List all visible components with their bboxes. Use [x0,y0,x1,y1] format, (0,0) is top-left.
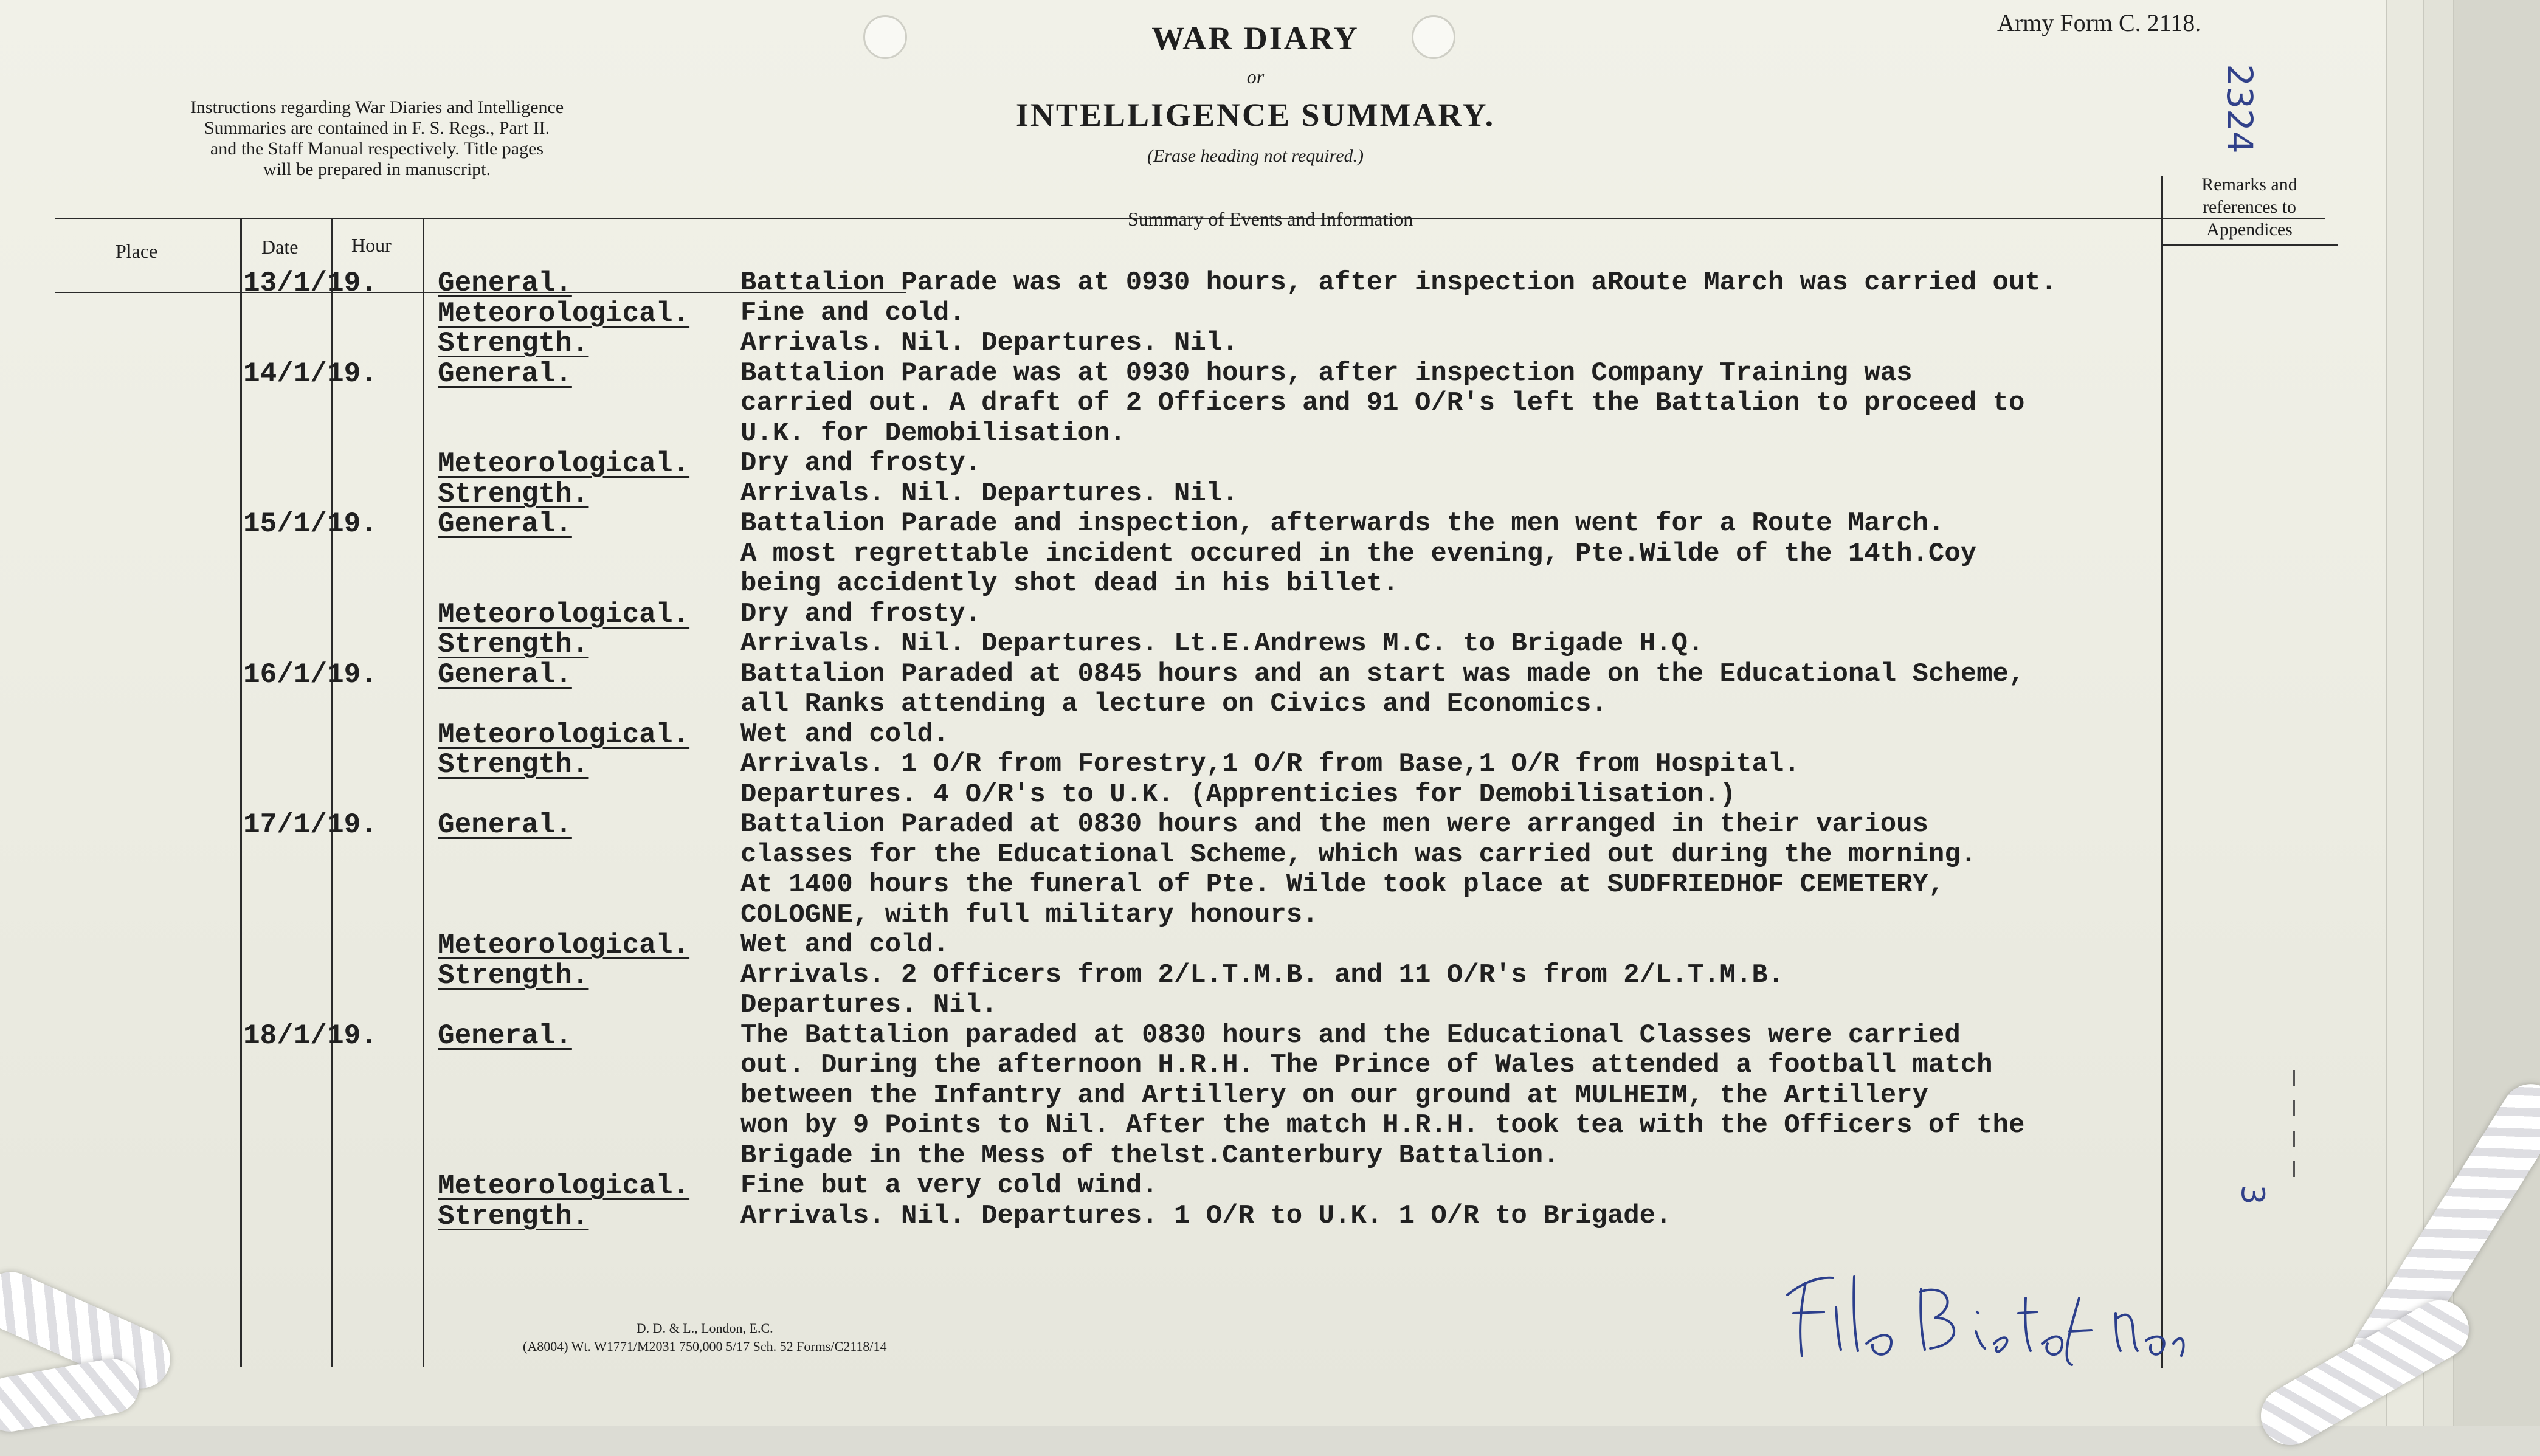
col-rule-remarks [2161,176,2163,1368]
entry-text: Departures. Nil. [740,990,998,1020]
margin-number: 3 [2234,1184,2271,1205]
entry-subject: Meteorological. [438,448,690,480]
entry-date: 17/1/19. [243,809,378,841]
margin-tick [2293,1161,2295,1177]
entry-subject: Strength. [438,960,589,992]
entry-text: At 1400 hours the funeral of Pte. Wilde took place at SUDFRIEDHOF CEMETERY, [740,869,1945,900]
entry-text: between the Infantry and Artillery on our ground at MULHEIM, the Artillery [740,1080,1928,1111]
entry-text: Departures. 4 O/R's to U.K. (Apprenticies for Demobilisation.) [740,779,1736,810]
imprint-line: D. D. & L., London, E.C. [636,1320,773,1336]
entry-text: Battalion Paraded at 0845 hours and an start was made on the Educational Scheme, [740,659,2025,689]
entry-subject: General. [438,508,572,540]
entry-date: 18/1/19. [243,1020,378,1052]
column-header-place: Place [116,240,158,262]
margin-tick [2293,1100,2295,1116]
entry-text: Fine and cold. [740,298,965,328]
entry-text: won by 9 Points to Nil. After the match H.R.H. took tea with the Officers of the [740,1110,2025,1140]
army-form-number: Army Form C. 2118. [1997,9,2201,36]
entry-text: Dry and frosty. [740,448,982,478]
margin-tick [2293,1070,2295,1086]
entry-subject: Strength. [438,328,589,359]
entry-text: Dry and frosty. [740,599,982,629]
entry-subject: Strength. [438,478,589,510]
entry-date: 15/1/19. [243,508,378,540]
entry-text: A most regrettable incident occured in the evening, Pte.Wilde of the 14th.Coy [740,539,1977,569]
erase-note: (Erase heading not required.) [1147,146,1364,166]
entry-text: Arrivals. Nil. Departures. Lt.E.Andrews M.C. to Brigade H.Q. [740,629,1704,659]
instructions-block [109,97,644,180]
entry-subject: Meteorological. [438,599,690,630]
entry-date: 14/1/19. [243,358,378,390]
form-title: WAR DIARY [1151,20,1359,57]
form-subtitle: INTELLIGENCE SUMMARY. [1015,97,1496,133]
entry-subject: Meteorological. [438,930,690,961]
instructions-line: will be prepared in manuscript. [263,159,491,179]
entry-subject: General. [438,1020,572,1052]
entry-text: The Battalion paraded at 0830 hours and the Educational Classes were carried [740,1020,1961,1051]
form-title-or: or [1246,66,1265,88]
entry-text: Wet and cold. [740,930,950,960]
entry-text: Arrivals. 2 Officers from 2/L.T.M.B. and 11 O/R's from 2/L.T.M.B. [740,960,1784,990]
entry-text: Battalion Paraded at 0830 hours and the men were arranged in their various [740,809,1928,840]
entry-text: Arrivals. Nil. Departures. Nil. [740,328,1238,358]
entry-subject: Meteorological. [438,298,690,329]
entry-text: Brigade in the Mess of thelst.Canterbury Battalion. [740,1140,1559,1171]
entry-text: U.K. for Demobilisation. [740,418,1126,449]
instructions-line: and the Staff Manual respectively. Title pages [210,139,544,159]
entry-subject: General. [438,267,572,299]
column-header-date: Date [261,236,299,258]
entry-text: Battalion Parade was at 0930 hours, after inspection Company Training was [740,358,1913,388]
remarks-header-line: Appendices [2206,219,2293,240]
col-rule-date [331,218,333,1367]
col-rule-place [240,218,242,1367]
margin-tick [2293,1131,2295,1147]
entry-text: out. During the afternoon H.R.H. The Prince of Wales attended a football match [740,1050,1993,1080]
entry-text: COLOGNE, with full military honours. [740,900,1319,930]
remarks-header-rule [2161,244,2338,246]
entry-text: Arrivals. Nil. Departures. Nil. [740,478,1238,509]
entry-date: 16/1/19. [243,659,378,691]
page-number-stamp: 2324 [2218,64,2260,154]
column-header-remarks [2170,173,2328,241]
entry-subject: Strength. [438,1201,589,1232]
entry-subject: Meteorological. [438,719,690,751]
punch-hole-left [863,15,907,59]
remarks-header-line: references to [2202,197,2297,217]
column-header-hour: Hour [351,234,392,256]
entry-subject: Meteorological. [438,1170,690,1202]
entry-subject: General. [438,809,572,841]
entry-text: classes for the Educational Scheme, which was carried out during the morning. [740,840,1977,870]
entry-subject: General. [438,358,572,390]
entry-text: Arrivals. 1 O/R from Forestry,1 O/R from Base,1 O/R from Hospital. [740,749,1800,779]
entry-subject: General. [438,659,572,691]
remarks-header-line: Remarks and [2201,174,2297,195]
entry-text: carried out. A draft of 2 Officers and 91 O/R's left the Battalion to proceed to [740,388,2025,418]
entry-date: 13/1/19. [243,267,378,299]
entry-text: Battalion Parade was at 0930 hours, after inspection aRoute March was carried out. [740,267,2057,298]
entry-text: Wet and cold. [740,719,950,750]
imprint-line: (A8004) Wt. W1771/M2031 750,000 5/17 Sch. 52 Forms/C2118/14 [523,1339,887,1354]
instructions-line: Instructions regarding War Diaries and Intelligence [190,97,564,117]
entry-text: being accidently shot dead in his billet. [740,568,1399,599]
col-rule-hour [423,218,424,1367]
page-edge [2386,0,2424,1426]
entry-subject: Strength. [438,629,589,660]
printer-imprint [523,1319,887,1356]
entry-text: Fine but a very cold wind. [740,1170,1158,1201]
entry-subject: Strength. [438,749,589,781]
column-header-summary: Summary of Events and Information [1128,208,1413,230]
entry-text: all Ranks attending a lecture on Civics and Economics. [740,689,1607,719]
instructions-line: Summaries are contained in F. S. Regs., Part II. [204,118,550,138]
handwritten-signature [1775,1240,2189,1368]
entry-text: Arrivals. Nil. Departures. 1 O/R to U.K. 1 O/R to Brigade. [740,1201,1672,1231]
entry-text: Battalion Parade and inspection, afterwards the men went for a Route March. [740,508,1945,539]
